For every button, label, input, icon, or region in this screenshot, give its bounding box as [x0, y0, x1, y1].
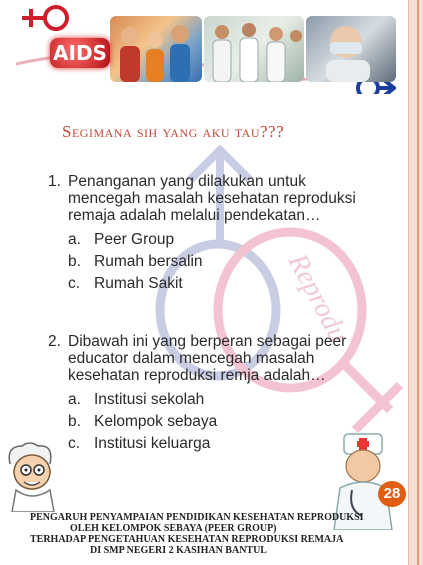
option-item [68, 273, 378, 295]
option-text: Kelompok sebaya [94, 413, 218, 430]
option-text: Institusi sekolah [94, 391, 205, 408]
option-text: Rumah bersalin [94, 253, 203, 270]
option-text: Rumah Sakit [94, 275, 183, 292]
option-letter: b. [68, 253, 81, 270]
question-1 [48, 173, 378, 295]
option-item [68, 251, 378, 273]
header-banner [16, 2, 396, 94]
question-number: 2. [48, 333, 61, 350]
option-letter: b. [68, 413, 81, 430]
footer-line: TERHADAP PENGETAHUAN KESEHATAN REPRODUKSI REMAJA [30, 534, 344, 545]
slide-title: Segimana sih yang aku tau??? [62, 122, 285, 141]
option-text: Peer Group [94, 231, 175, 248]
footer-line: OLEH KELOMPOK SEBAYA (PEER GROUP) [70, 523, 277, 534]
footer-line: PENGARUH PENYAMPAIAN PENDIDIKAN KESEHATAN REPRODUKSI [30, 512, 364, 523]
watermark-text: Reprodu [281, 248, 354, 348]
aids-badge: AIDS [50, 38, 110, 68]
option-letter: c. [68, 435, 81, 452]
option-item [68, 389, 378, 411]
nurse-photo [306, 16, 396, 82]
option-letter: a. [68, 391, 81, 408]
medical-staff-icon [204, 16, 304, 82]
family-people-icon [110, 16, 202, 82]
footer-caption [30, 512, 364, 556]
option-text: Institusi keluarga [94, 435, 211, 452]
footer-line: DI SMP NEGERI 2 KASIHAN BANTUL [90, 545, 267, 556]
question-text: Dibawah ini yang berperan sebagai peer educator dalam mencegah masalah kesehatan reproduksi remja adalah… [68, 333, 347, 384]
nurse-mask-icon [306, 16, 396, 82]
family-photo [110, 16, 202, 82]
option-letter: a. [68, 231, 81, 248]
option-item [68, 229, 378, 251]
question-number: 1. [48, 173, 61, 190]
option-list [68, 229, 378, 295]
professor-cartoon-icon [2, 440, 68, 512]
question-text: Penanganan yang dilakukan untuk mencegah masalah kesehatan reproduksi remaja adalah melalui pendekatan… [68, 173, 356, 224]
doctors-photo [204, 16, 304, 82]
page-number-badge: 28 [378, 481, 406, 507]
option-letter: c. [68, 275, 81, 292]
